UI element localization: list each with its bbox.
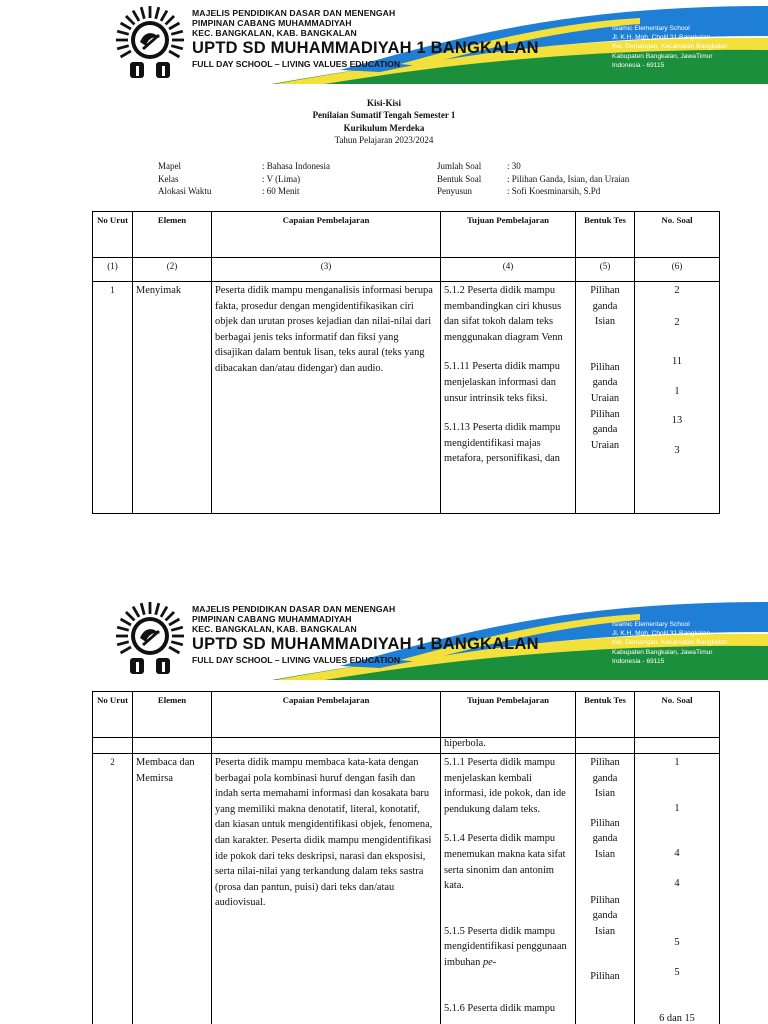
col-number: (1) (93, 258, 133, 282)
row-capaian: Peserta didik mampu menganalisis informasi berupa fakta, prosedur dengan mengidentifikasikan ciri objek dan urutan proses kejadian dan nilai-nilai dari berbagai jenis teks informatif dan fiksi yang disajikan dalam bentuk lisan, teks aural (teks yang dibacakan dan/atau didengar) dan audio. (212, 282, 441, 514)
school-name: UPTD SD MUHAMMADIYAH 1 BANGKALAN (192, 635, 539, 653)
table-header-row (93, 212, 720, 258)
tujuan-item: 5.1.4 Peserta didik mampu menemukan makna kata sifat serta sinonim dan antonim kata. (444, 833, 566, 892)
col-number: (4) (441, 258, 576, 282)
col-number: (2) (133, 258, 212, 282)
row-tujuan (441, 754, 576, 1024)
row-no: 1 (93, 282, 133, 514)
header-cell: Elemen (133, 212, 212, 258)
document-titles (0, 97, 768, 147)
address-line: Islamic Elementary School (612, 621, 690, 628)
tujuan-item: 5.1.11 Peserta didik mampu menjelaskan informasi dan unsur intrinsik teks fiksi. (444, 361, 560, 404)
soal-item: 4 (674, 848, 680, 860)
page-2 (0, 596, 768, 1024)
org-line-2: PIMPINAN CABANG MUHAMMADIYAH (192, 18, 352, 28)
doc-title: Kisi-Kisi (366, 98, 401, 108)
muhammadiyah-logo (113, 602, 187, 676)
tujuan-item: 5.1.1 Peserta didik mampu menjelaskan kembali informasi, ide pokok, dan ide pendukung dalam teks. (444, 757, 566, 815)
row-elemen: Menyimak (133, 282, 212, 514)
header-cell: No. Soal (635, 212, 720, 258)
letterhead (0, 0, 768, 88)
bentuk-item: Pilihan ganda (590, 894, 620, 922)
soal-item: 1 (674, 802, 680, 814)
continuation-row (93, 738, 720, 754)
bentuk-item: Uraian (590, 439, 620, 451)
row-bentuk (576, 754, 635, 1024)
col-number: (6) (635, 258, 720, 282)
org-line-1: MAJELIS PENDIDIKAN DASAR DAN MENENGAH (192, 604, 396, 614)
soal-item: 3 (674, 444, 680, 456)
bentuk-item: Pilihan (590, 971, 620, 983)
address-line: Kabupaten Bangkalan, JawaTimur (612, 52, 713, 60)
meta-label: Penyusun (437, 186, 473, 197)
tujuan-text: 5.1.5 Peserta didik mampu mengidentifikasi penggunaan imbuhan (444, 925, 567, 968)
meta-right-values (507, 160, 629, 198)
table-row (93, 754, 720, 1024)
organization-block (192, 604, 539, 665)
tujuan-item: 5.1.13 Peserta didik mampu mengidentifikasi majas metafora, personifikasi, dan (444, 422, 561, 465)
letterhead (0, 596, 768, 684)
address-line: Jl. K.H. Moh. Cholil 31 Bangkalan (612, 630, 711, 638)
soal-item: 11 (671, 356, 682, 368)
org-line-3: KEC. BANGKALAN, KAB. BANGKALAN (192, 624, 357, 634)
meta-left-values (262, 160, 330, 198)
bentuk-item: Isian (594, 316, 616, 328)
meta-left-labels (158, 160, 211, 198)
column-number-row (93, 258, 720, 282)
bentuk-item: Pilihan ganda (590, 757, 620, 784)
muhammadiyah-logo (113, 6, 187, 80)
address-line: Indonesia - 69115 (612, 61, 665, 69)
row-bentuk (576, 282, 635, 514)
header-cell: Tujuan Pembelajaran (441, 692, 576, 738)
soal-item: 1 (674, 757, 680, 768)
header-cell: Elemen (133, 692, 212, 738)
school-name: UPTD SD MUHAMMADIYAH 1 BANGKALAN (192, 39, 539, 57)
bentuk-item: Isian (594, 925, 616, 937)
kisi-table-page-2 (92, 691, 720, 1024)
row-elemen: Membaca dan Memirsa (133, 754, 212, 1024)
col-number: (5) (576, 258, 635, 282)
soal-item: 6 dan 15 (659, 1012, 695, 1024)
meta-label: Kelas (158, 173, 179, 184)
bentuk-item: Pilihan ganda (590, 408, 620, 436)
header-cell: Bentuk Tes (576, 692, 635, 738)
meta-value: : Sofi Koesminarsih, S.Pd (507, 186, 601, 197)
doc-year: Tahun Pelajaran 2023/2024 (334, 135, 434, 146)
soal-item: 2 (674, 285, 680, 296)
soal-item: 5 (674, 966, 680, 978)
org-line-1: MAJELIS PENDIDIKAN DASAR DAN MENENGAH (192, 8, 396, 18)
bentuk-item: Isian (594, 848, 616, 860)
table-header-row (93, 692, 720, 738)
tujuan-affix: pe- (482, 956, 497, 968)
address-line: Kabupaten Bangkalan, JawaTimur (612, 648, 713, 656)
row-no: 2 (93, 754, 133, 1024)
tujuan-item (444, 924, 572, 971)
col-number: (3) (212, 258, 441, 282)
address-line: Kel. Demangan, Kecamatan Bangkalan (612, 639, 728, 647)
organization-block (192, 8, 539, 69)
header-cell: Capaian Pembelajaran (212, 212, 441, 258)
row-capaian: Peserta didik mampu membaca kata-kata dengan berbagai pola kombinasi huruf dengan fasih dan indah serta memahami informasi dan kosakata baru yang memiliki makna denotatif, literal, konotatif, dan kiasan untuk mengidentifikasi objek, fenomena, dan karakter. Peserta didik mampu mengidentifikasi ide pokok dari teks deskripsi, narasi dan eksposisi, serta nilai-nilai yang terkandung dalam teks sastra (prosa dan pantun, puisi) dari teks dan/atau audiovisual. (212, 754, 441, 1024)
meta-label: Jumlah Soal (437, 161, 482, 171)
meta-label: Alokasi Waktu (158, 186, 212, 197)
doc-curriculum: Kurikulum Merdeka (343, 122, 425, 133)
school-address (612, 24, 727, 70)
header-cell: Bentuk Tes (576, 212, 635, 258)
soal-item: 4 (674, 877, 680, 889)
org-line-3: KEC. BANGKALAN, KAB. BANGKALAN (192, 28, 357, 38)
bentuk-item: Pilihan ganda (590, 285, 620, 312)
tujuan-item: 5.1.6 Peserta didik mampu (444, 1002, 556, 1014)
school-tagline: FULL DAY SCHOOL – LIVING VALUES EDUCATION (192, 59, 401, 69)
address-line: Indonesia - 69115 (612, 657, 665, 665)
bentuk-item: Pilihan ganda (590, 361, 620, 389)
address-line: Kel. Demangan, Kecamatan Bangkalan (612, 43, 728, 51)
meta-label: Bentuk Soal (437, 173, 482, 184)
header-cell: No Urut (93, 692, 133, 738)
table-row (93, 282, 720, 514)
meta-value: : Bahasa Indonesia (262, 161, 330, 171)
org-line-2: PIMPINAN CABANG MUHAMMADIYAH (192, 614, 352, 624)
meta-value: : V (Lima) (262, 173, 301, 184)
meta-value: : Pilihan Ganda, Isian, dan Uraian (507, 173, 630, 184)
address-line: Jl. K.H. Moh. Cholil 31 Bangkalan (612, 34, 711, 42)
soal-item: 13 (671, 415, 683, 427)
school-address (612, 620, 727, 666)
header-cell: Capaian Pembelajaran (212, 692, 441, 738)
row-soal (635, 282, 720, 514)
header-cell: No. Soal (635, 692, 720, 738)
continuation-text: hiperbola. (441, 738, 576, 754)
meta-value: : 30 (507, 161, 521, 171)
bentuk-item: Pilihan ganda (590, 817, 620, 845)
soal-item: 1 (674, 385, 680, 397)
kisi-table-page-1 (92, 211, 720, 514)
meta-right-labels (437, 160, 481, 198)
row-soal (635, 754, 720, 1024)
meta-label: Mapel (158, 161, 181, 171)
header-cell: No Urut (93, 212, 133, 258)
school-tagline: FULL DAY SCHOOL – LIVING VALUES EDUCATION (192, 655, 401, 665)
bentuk-item: Isian (594, 788, 616, 800)
soal-item: 2 (674, 316, 680, 328)
address-line: Islamic Elementary School (612, 25, 690, 32)
soal-item: 5 (674, 937, 680, 949)
tujuan-item: 5.1.2 Peserta didik mampu membandingkan ciri khusus dan sifat tokoh dalam teks menggunakan diagram Venn (444, 285, 563, 343)
header-cell: Tujuan Pembelajaran (441, 212, 576, 258)
row-tujuan (441, 282, 576, 514)
meta-value: : 60 Menit (262, 186, 300, 197)
bentuk-item: Uraian (590, 392, 620, 404)
doc-subtitle: Penilaian Sumatif Tengah Semester 1 (312, 110, 456, 121)
